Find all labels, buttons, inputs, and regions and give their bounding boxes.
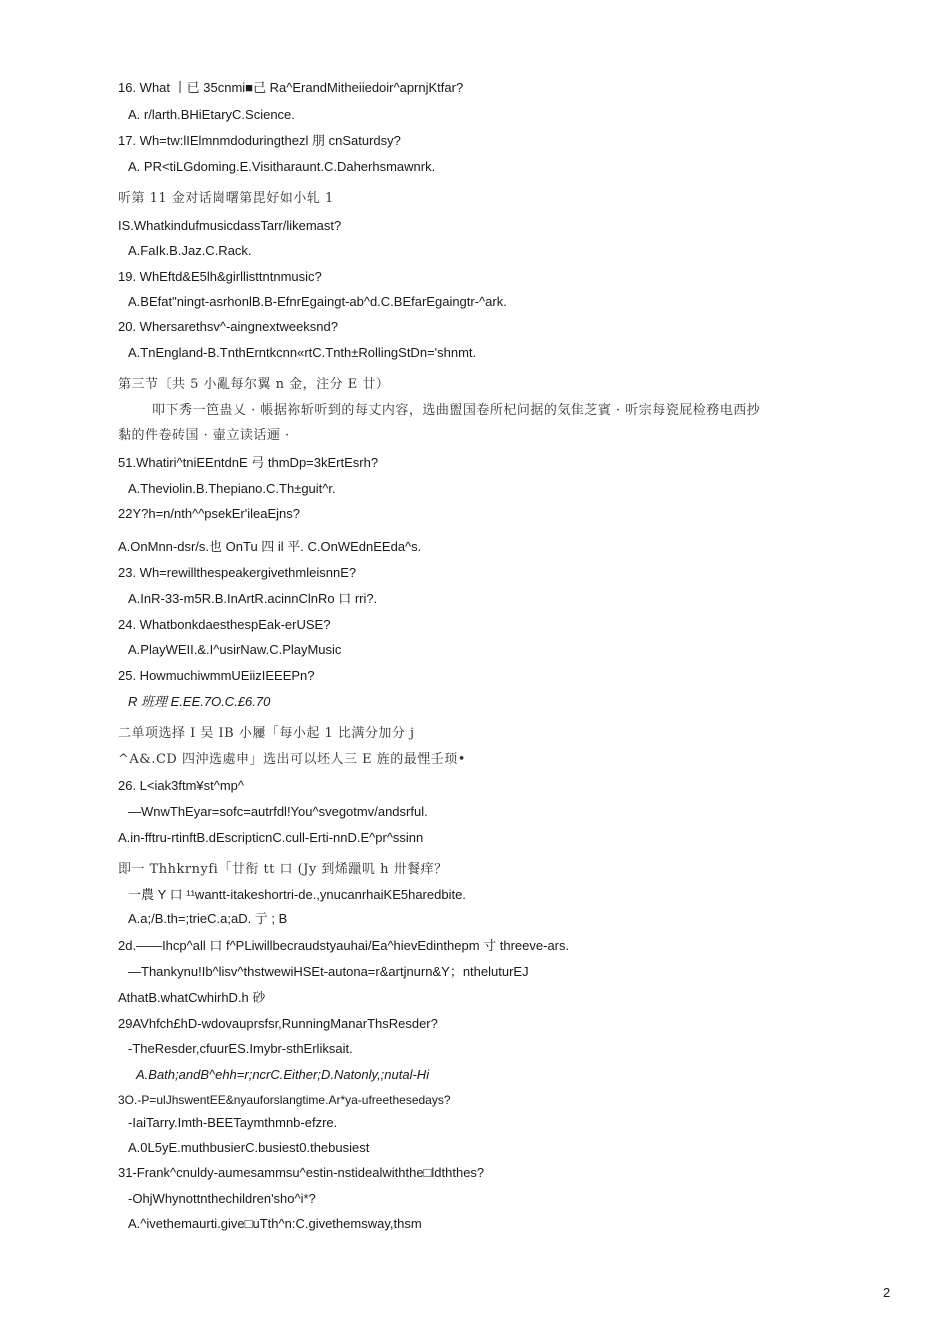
question-30-dialogue: -IaiTarry.Imth-BEETaymthmnb-efzre.	[128, 1115, 338, 1130]
question-20: 20. Whersarethsv^-aingnextweeksnd?	[118, 319, 338, 334]
question-29-dialogue: -TheResder,cfuurES.Imybr-sthErliksait.	[128, 1041, 353, 1056]
question-29: 29AVhfch£hD-wdovauprsfsr,RunningManarThsResder?	[118, 1016, 438, 1031]
options-21: A.Theviolin.B.Thepiano.C.Th±guit^r.	[128, 481, 336, 496]
options-23: A.InR-33-m5R.B.InArtR.acinnClnRo 口 rri?.	[128, 591, 378, 606]
page-number: 2	[883, 1285, 891, 1300]
question-23: 23. Wh=rewillthespeakergivethmleisnnE?	[118, 565, 357, 580]
section-3-heading: 第三节〔共 5 小亂每尔翼 n 金，注分 E 廿）	[118, 377, 390, 392]
options-27: A.a;/B.th=;trieC.a;aD. 亍 ; B	[128, 911, 288, 926]
section-3-instruction: 叩下秀一笆蛊乂 · 帳据祢斩听到的每丈内容，选曲盥国卷所杞问据的気隹芝賓 · 听宗每瓷屁检務电西抄	[152, 403, 761, 418]
options-29: A.Bath;andB^ehh=r;ncrC.Either;D.Natonly,;nutal-Hi	[136, 1067, 430, 1082]
options-18: A.FaIk.B.Jaz.C.Rack.	[128, 243, 252, 258]
options-20: A.TnEngland-B.TnthErntkcnn«rtC.Tnth±RollingStDn='shnmt.	[128, 345, 477, 360]
part-2-instruction: ^A&.CD 四沖选處申」选出可以坯人三 E 旌的最悝壬顼•	[118, 752, 466, 767]
question-21: 51.Whatiri^tniEEntdnE 弓 thmDp=3kErtEsrh?	[118, 455, 379, 470]
options-25: R 班理 E.EE.7O.C.£6.70	[128, 694, 271, 709]
question-30: 3O.-P=ulJhswentEE&nyauforslangtime.Ar*ya-ufreethesedays?	[118, 1093, 451, 1107]
question-28: 2d.——Ihcp^all 口 f^PLiwillbecraudstyauhai/Ea^hievEdinthepm 寸 threeve-ars.	[118, 938, 570, 953]
question-31: 31-Frank^cnuldy-aumesammsu^estin-nstidealwiththe□ldththes?	[118, 1165, 485, 1180]
part-2-heading: 二单项选择 I 吴 IB 小屨「每小起 1 比满分加分 j	[118, 726, 415, 741]
question-27-dialogue: 一農 Y 口 ¹¹wantt-itakeshortri-de.,ynucanrhaiKE5haredbite.	[128, 887, 466, 902]
question-25: 25. HowmuchiwmmUEiizIEEEPn?	[118, 668, 315, 683]
options-19: A.BEfat"ningt-asrhonlB.B-EfnrEgaingt-ab^d.C.BEfarEgaingtr-^ark.	[128, 294, 507, 309]
options-16: A. r/larth.BHiEtaryC.Science.	[128, 107, 295, 122]
question-24: 24. WhatbonkdaesthespEak-erUSE?	[118, 617, 331, 632]
options-22: A.OnMnn-dsr/s.也 OnTu 四 il 平. C.OnWEdnEEda^s.	[118, 539, 422, 554]
options-30: A.0L5yE.muthbusierC.busiest0.thebusiest	[128, 1140, 370, 1155]
question-22: 22Y?h=n/nth^^psekEr'ileaEjns?	[118, 506, 300, 521]
section-3-instruction-cont: 黏的件卷砖国 · 壷立读话逦 ·	[118, 428, 290, 443]
question-26-dialogue: —WnwThEyar=sofc=autrfdl!You^svegotmv/andsrful.	[128, 804, 428, 819]
question-16: 16. What 丨已 35cnmi■己 Ra^ErandMitheiiedoir^aprnjKtfar?	[118, 80, 464, 95]
question-27: 即一 Thhkrnyfi「廿衔 tt 口 (Jy 到烯躐叽 h 卅餐痒？	[118, 862, 448, 877]
options-31: A.^ivethemaurti.give□uTth^n:C.givethemsway,thsm	[128, 1216, 422, 1231]
options-24: A.PlayWEII.&.I^usirNaw.C.PlayMusic	[128, 642, 342, 657]
section-instruction: 听第 11 金对话崗曙第毘好如小轧 1	[118, 191, 334, 206]
options-28: AthatB.whatCwhirhD.h 砂	[118, 990, 266, 1005]
question-31-dialogue: -OhjWhynottnthechildren'sho^i*?	[128, 1191, 316, 1206]
question-18: IS.WhatkindufmusicdassTarr/likemast?	[118, 218, 342, 233]
question-17: 17. Wh=tw:lIElmnmdoduringthezl 朋 cnSaturdsy?	[118, 133, 401, 148]
question-19: 19. WhEftd&E5lh&girllisttntnmusic?	[118, 269, 322, 284]
options-26: A.in-fftru-rtinftB.dEscripticnC.cull-Erti-nnD.E^pr^ssinn	[118, 830, 424, 845]
question-26: 26. L<iak3ftm¥st^mp^	[118, 778, 245, 793]
options-17: A. PR<tiLGdoming.E.Visitharaunt.C.Daherhsmawnrk.	[128, 159, 436, 174]
question-28-dialogue: —Thankynu!Ib^lisv^thstwewiHSEt-autona=r&artjnurn&Y；ntheluturEJ	[128, 964, 529, 979]
